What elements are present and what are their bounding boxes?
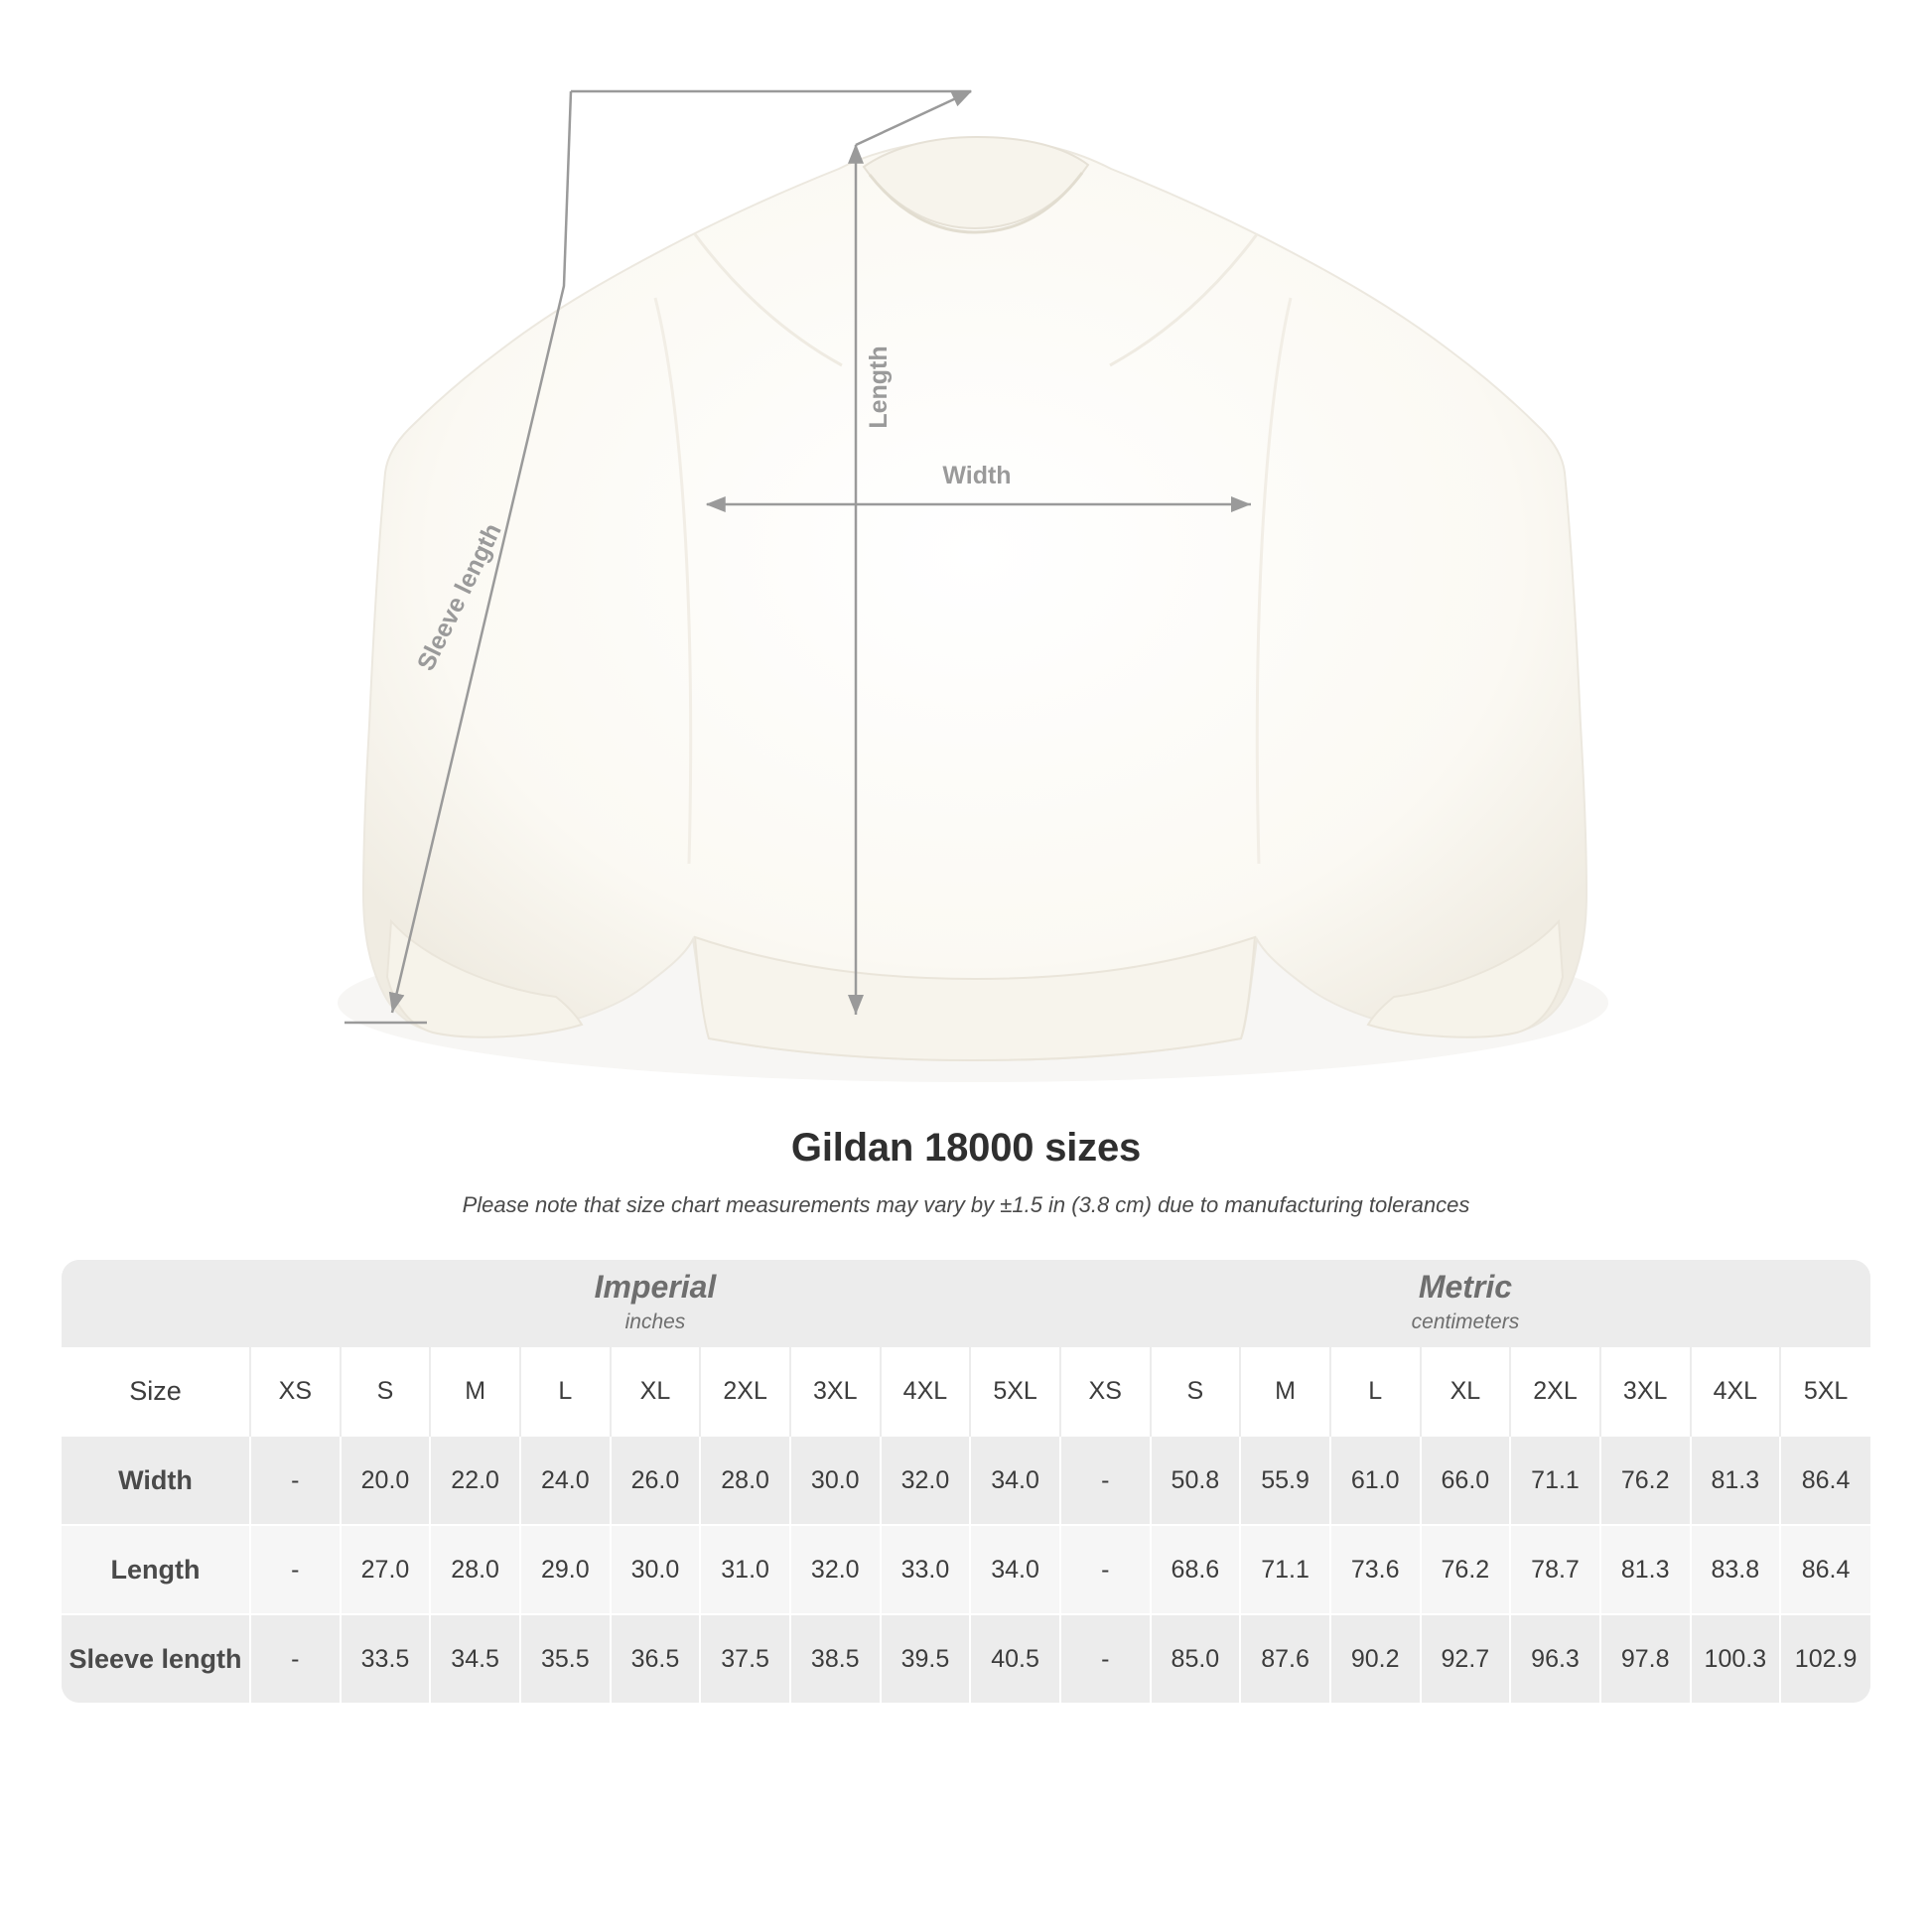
table-cell: 66.0 [1421, 1436, 1511, 1525]
table-cell: 78.7 [1510, 1525, 1600, 1614]
table-cell: 96.3 [1510, 1614, 1600, 1703]
table-cell: 30.0 [611, 1525, 701, 1614]
table-cell: 24.0 [520, 1436, 611, 1525]
table-cell: - [1060, 1525, 1151, 1614]
table-cell: 40.5 [970, 1614, 1060, 1703]
length-label: Length [865, 345, 893, 429]
table-cell: 90.2 [1330, 1614, 1421, 1703]
table-cell: - [1060, 1436, 1151, 1525]
table-cell: 71.1 [1240, 1525, 1330, 1614]
table-cell: 81.3 [1691, 1436, 1781, 1525]
size-column-header: XL [611, 1347, 701, 1436]
size-header-row [62, 1347, 1870, 1436]
size-column-header: 5XL [970, 1347, 1060, 1436]
table-cell: 97.8 [1600, 1614, 1691, 1703]
size-column-header: 4XL [1691, 1347, 1781, 1436]
size-table-wrapper [62, 1260, 1870, 1703]
table-cell: 26.0 [611, 1436, 701, 1525]
size-column-header: M [1240, 1347, 1330, 1436]
table-cell: 29.0 [520, 1525, 611, 1614]
table-cell: 34.0 [970, 1525, 1060, 1614]
tolerance-note: Please note that size chart measurements may vary by ±1.5 in (3.8 cm) due to manufacturing tolerances [462, 1192, 1470, 1217]
size-column-header: 3XL [790, 1347, 881, 1436]
table-cell: - [1060, 1614, 1151, 1703]
size-column-header: XL [1421, 1347, 1511, 1436]
size-column-header: 3XL [1600, 1347, 1691, 1436]
unit-header-imperial [250, 1260, 1060, 1347]
unit-row-spacer [62, 1260, 250, 1347]
table-cell: 38.5 [790, 1614, 881, 1703]
table-cell: 55.9 [1240, 1436, 1330, 1525]
size-table [62, 1260, 1870, 1703]
table-cell: 81.3 [1600, 1525, 1691, 1614]
unit-sub: centimeters [1411, 1310, 1520, 1333]
table-cell: 22.0 [430, 1436, 520, 1525]
row-label: Length [62, 1525, 250, 1614]
table-cell: - [250, 1436, 341, 1525]
size-column-header: XS [1060, 1347, 1151, 1436]
table-cell: 33.5 [341, 1614, 431, 1703]
size-column-header: 2XL [700, 1347, 790, 1436]
title-block [0, 1126, 1932, 1218]
size-column-header: XS [250, 1347, 341, 1436]
table-cell: - [250, 1614, 341, 1703]
table-cell: 50.8 [1151, 1436, 1241, 1525]
table-cell: 34.5 [430, 1614, 520, 1703]
table-cell: 34.0 [970, 1436, 1060, 1525]
page-title: Gildan 18000 sizes [790, 1126, 1142, 1170]
table-cell: 73.6 [1330, 1525, 1421, 1614]
table-cell: 85.0 [1151, 1614, 1241, 1703]
table-cell: 32.0 [881, 1436, 971, 1525]
table-cell: 31.0 [700, 1525, 790, 1614]
table-cell: 30.0 [790, 1436, 881, 1525]
size-column-header: 5XL [1780, 1347, 1870, 1436]
table-cell: 68.6 [1151, 1525, 1241, 1614]
table-cell: 27.0 [341, 1525, 431, 1614]
row-label: Sleeve length [62, 1614, 250, 1703]
table-cell: 28.0 [430, 1525, 520, 1614]
table-cell: 35.5 [520, 1614, 611, 1703]
table-cell: 39.5 [881, 1614, 971, 1703]
table-cell: 86.4 [1780, 1525, 1870, 1614]
table-row [62, 1436, 1870, 1525]
row-label: Width [62, 1436, 250, 1525]
unit-sub: inches [624, 1310, 686, 1333]
table-cell: 61.0 [1330, 1436, 1421, 1525]
table-cell: 102.9 [1780, 1614, 1870, 1703]
size-header-label: Size [62, 1347, 250, 1436]
size-column-header: S [341, 1347, 431, 1436]
table-cell: 37.5 [700, 1614, 790, 1703]
table-cell: 76.2 [1421, 1525, 1511, 1614]
table-cell: 33.0 [881, 1525, 971, 1614]
unit-name: Imperial [594, 1268, 717, 1305]
sweatshirt-shape [363, 137, 1587, 1060]
table-cell: 86.4 [1780, 1436, 1870, 1525]
size-column-header: M [430, 1347, 520, 1436]
table-cell: 76.2 [1600, 1436, 1691, 1525]
table-row [62, 1525, 1870, 1614]
size-column-header: S [1151, 1347, 1241, 1436]
table-cell: 32.0 [790, 1525, 881, 1614]
table-cell: 20.0 [341, 1436, 431, 1525]
table-cell: 87.6 [1240, 1614, 1330, 1703]
size-column-header: 4XL [881, 1347, 971, 1436]
sleeve-length-label: Sleeve length [411, 518, 507, 676]
unit-name: Metric [1418, 1268, 1513, 1305]
table-cell: 71.1 [1510, 1436, 1600, 1525]
size-column-header: L [520, 1347, 611, 1436]
table-cell: 92.7 [1421, 1614, 1511, 1703]
size-column-header: 2XL [1510, 1347, 1600, 1436]
size-column-header: L [1330, 1347, 1421, 1436]
width-label: Width [942, 462, 1012, 489]
unit-header-metric [1060, 1260, 1870, 1347]
table-cell: - [250, 1525, 341, 1614]
table-cell: 36.5 [611, 1614, 701, 1703]
table-cell: 100.3 [1691, 1614, 1781, 1703]
table-cell: 83.8 [1691, 1525, 1781, 1614]
table-row [62, 1614, 1870, 1703]
unit-header-row [62, 1260, 1870, 1347]
table-cell: 28.0 [700, 1436, 790, 1525]
